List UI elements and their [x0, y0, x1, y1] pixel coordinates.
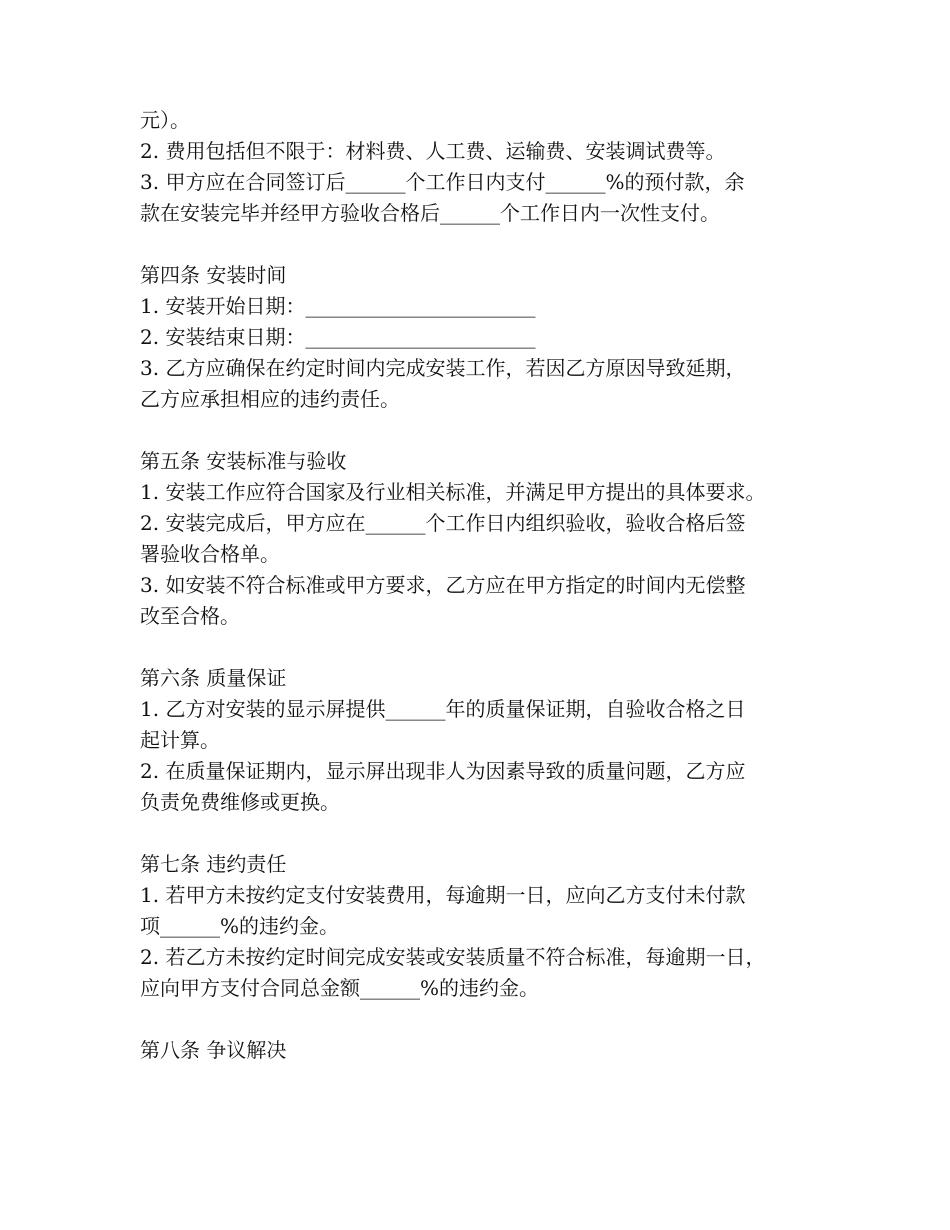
article-title: 第七条 违约责任: [140, 852, 287, 876]
article-title: 第六条 质量保证: [140, 666, 287, 690]
article-6: [140, 663, 840, 818]
clause-item-1-line-1: 1. 若甲方未按约定支付安装费用，每逾期一日，应向乙方支付未付款: [140, 883, 746, 907]
article-4: [140, 260, 840, 415]
clause-item-2-line-1: 2. 安装完成后，甲方应在______个工作日内组织验收，验收合格后签: [140, 511, 746, 535]
clause-item-3-line-2: 款在安装完毕并经甲方验收合格后______个工作日内一次性支付。: [140, 201, 720, 225]
clause-item-2: 2. 安装结束日期：_______________________: [140, 325, 536, 349]
clause-item-3-line-1: 3. 如安装不符合标准或甲方要求，乙方应在甲方指定的时间内无偿整: [140, 573, 746, 597]
clause-item-1-line-1: 1. 乙方对安装的显示屏提供______年的质量保证期，自验收合格之日: [140, 697, 746, 721]
clause-item-1-line-2: 起计算。: [140, 728, 220, 752]
clause-item-2-line-2: 负责免费维修或更换。: [140, 790, 340, 814]
article-8: [140, 1035, 840, 1066]
clause-item-1: 1. 安装工作应符合国家及行业相关标准，并满足甲方提出的具体要求。: [140, 480, 766, 504]
article-5: [140, 446, 840, 632]
clause-item-2-line-2: 应向甲方支付合同总金额______%的违约金。: [140, 976, 540, 1000]
clause-item-2: 2. 费用包括但不限于：材料费、人工费、运输费、安装调试费等。: [140, 139, 726, 163]
article-title: 第四条 安装时间: [140, 263, 287, 287]
article-title: 第八条 争议解决: [140, 1038, 287, 1062]
paragraph-line: 元）。: [140, 108, 190, 132]
fee-section-continuation: [140, 105, 840, 229]
clause-item-3-line-2: 乙方应承担相应的违约责任。: [140, 387, 400, 411]
article-title: 第五条 安装标准与验收: [140, 449, 347, 473]
clause-item-3-line-1: 3. 乙方应确保在约定时间内完成安装工作，若因乙方原因导致延期，: [140, 356, 746, 380]
article-7: [140, 849, 840, 1004]
clause-item-2-line-1: 2. 若乙方未按约定时间完成安装或安装质量不符合标准，每逾期一日，: [140, 945, 766, 969]
clause-item-3-line-2: 改至合格。: [140, 604, 240, 628]
document-page: [140, 105, 840, 1066]
clause-item-3-line-1: 3. 甲方应在合同签订后______个工作日内支付______%的预付款，余: [140, 170, 745, 194]
clause-item-2-line-1: 2. 在质量保证期内，显示屏出现非人为因素导致的质量问题，乙方应: [140, 759, 746, 783]
clause-item-2-line-2: 署验收合格单。: [140, 542, 280, 566]
clause-item-1-line-2: 项______%的违约金。: [140, 914, 340, 938]
clause-item-1: 1. 安装开始日期：_______________________: [140, 294, 536, 318]
